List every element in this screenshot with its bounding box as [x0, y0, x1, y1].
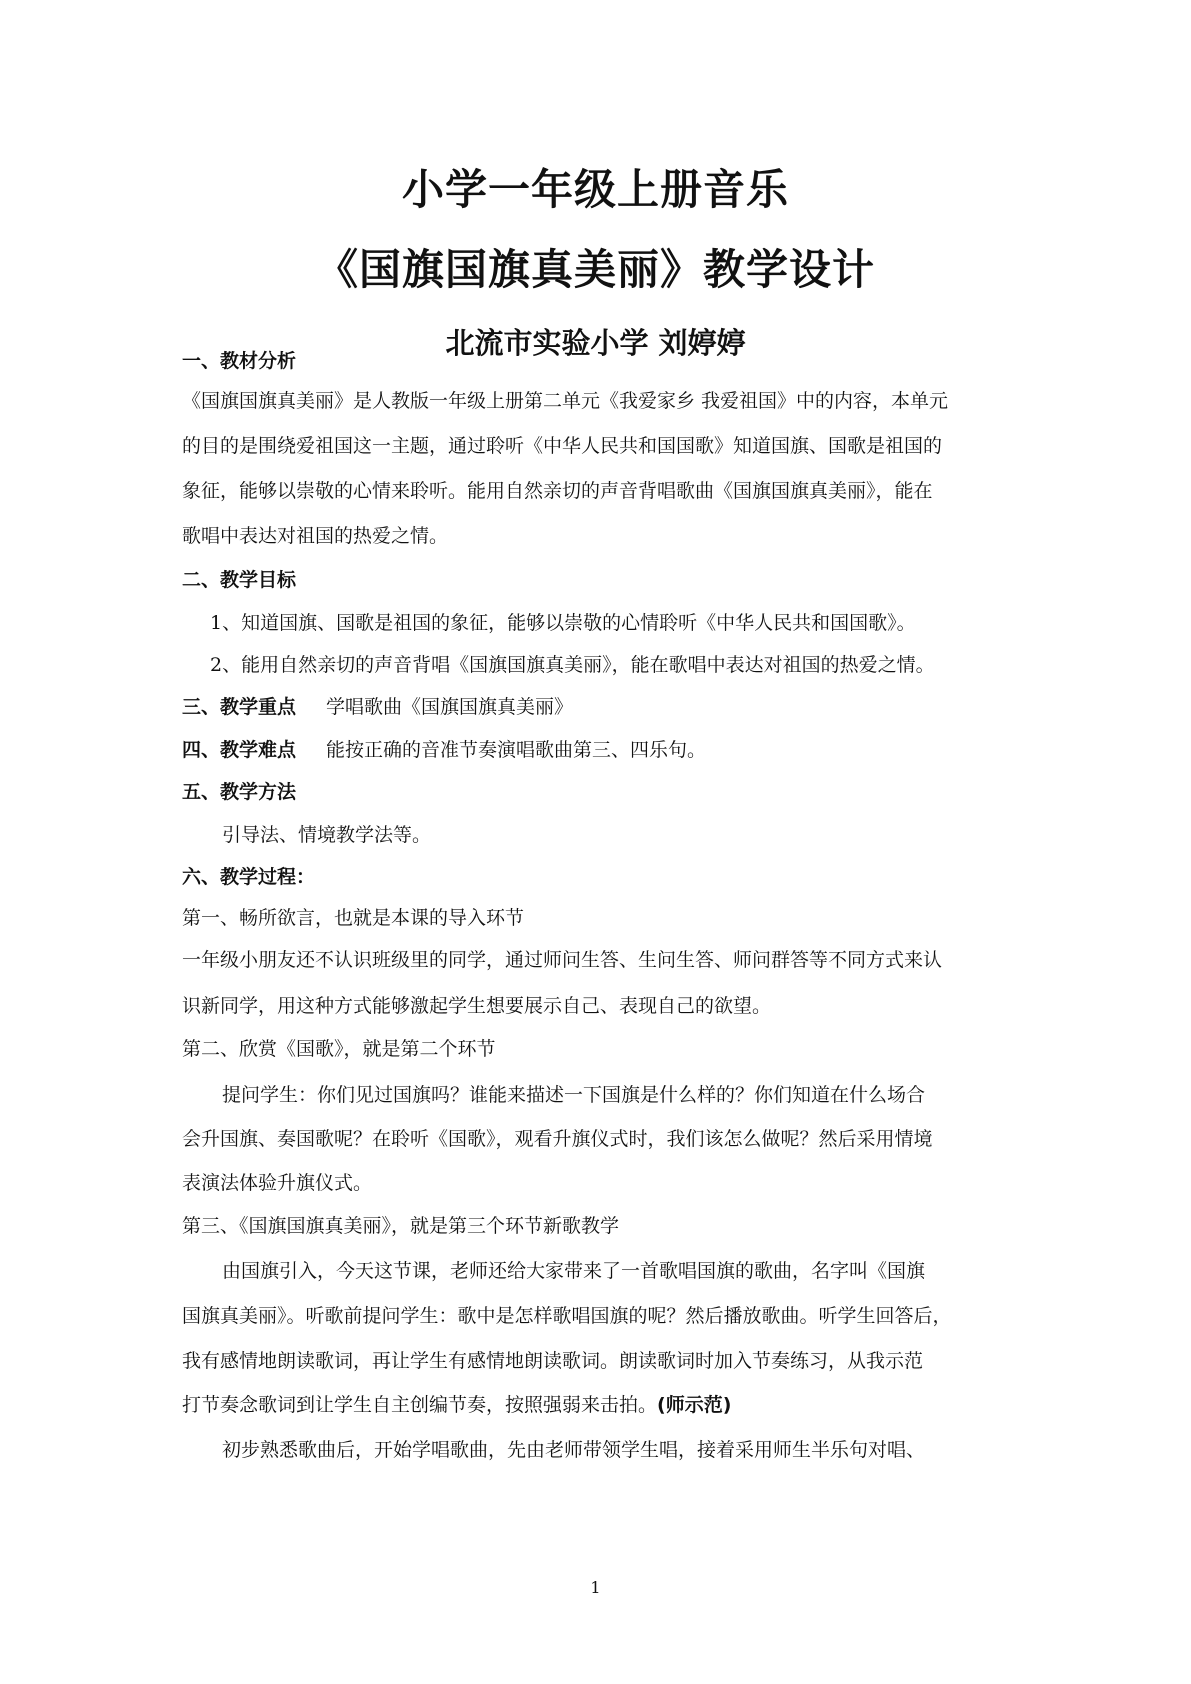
paragraph-line: 识新同学，用这种方式能够激起学生想要展示自己、表现自己的欲望。 [182, 995, 772, 1017]
step-title-1: 第一、畅所欲言，也就是本课的导入环节 [182, 907, 525, 929]
paragraph-line: 初步熟悉歌曲后，开始学唱歌曲，先由老师带领学生唱，接着采用师生半乐句对唱、 [222, 1439, 926, 1461]
difficulty-text: 能按正确的音准节奏演唱歌曲第三、四乐句。 [326, 739, 707, 761]
paragraph-line: 歌唱中表达对祖国的热爱之情。 [182, 525, 449, 547]
method-text: 引导法、情境教学法等。 [222, 824, 432, 846]
doc-title-line1: 小学一年级上册音乐 [401, 165, 789, 214]
section-heading-4: 四、教学难点 [182, 739, 297, 761]
section-heading-6: 六、教学过程： [182, 866, 316, 888]
paragraph-line: 国旗真美丽》。听歌前提问学生：歌中是怎样歌唱国旗的呢？然后播放歌曲。听学生回答后， [182, 1305, 952, 1327]
key-point-text: 学唱歌曲《国旗国旗真美丽》 [326, 696, 574, 718]
step-title-3: 第三、《国旗国旗真美丽》，就是第三个环节新歌教学 [182, 1215, 620, 1237]
paragraph-line: 的目的是围绕爱祖国这一主题，通过聆听《中华人民共和国国歌》知道国旗、国歌是祖国的 [182, 435, 943, 457]
difficulty-row [182, 735, 1022, 765]
section-heading-2: 二、教学目标 [182, 569, 297, 591]
paragraph-line: 象征，能够以崇敬的心情来聆听。能用自然亲切的声音背唱歌曲《国旗国旗真美丽》，能在 [182, 480, 933, 502]
paragraph-line: 一年级小朋友还不认识班级里的同学，通过师问生答、生问生答、师问群答等不同方式来认 [182, 949, 943, 971]
key-point-row [182, 692, 1022, 722]
paragraph-line: 会升国旗、奏国歌呢？在聆听《国歌》，观看升旗仪式时，我们该怎么做呢？然后采用情境 [182, 1128, 933, 1150]
doc-title-line2: 《国旗国旗真美丽》教学设计 [315, 245, 875, 294]
paragraph-line: 《国旗国旗真美丽》是人教版一年级上册第二单元《我爱家乡 我爱祖国》中的内容，本单元 [182, 390, 949, 412]
section-heading-5: 五、教学方法 [182, 781, 297, 803]
page-number: 1 [590, 1578, 601, 1597]
doc-author: 北流市实验小学 刘婷婷 [445, 326, 746, 360]
paragraph-line: 由国旗引入，今天这节课，老师还给大家带来了一首歌唱国旗的歌曲，名字叫《国旗 [222, 1260, 926, 1282]
paragraph-line: 提问学生：你们见过国旗吗？谁能来描述一下国旗是什么样的？你们知道在什么场合 [222, 1084, 926, 1106]
section-heading-1: 一、教材分析 [182, 350, 297, 372]
paragraph-text: 打节奏念歌词到让学生自主创编节奏，按照强弱来击拍。 [182, 1394, 658, 1416]
paragraph-line: 表演法体验升旗仪式。 [182, 1172, 373, 1194]
paragraph-line [182, 1390, 1022, 1420]
paragraph-line: 我有感情地朗读歌词，再让学生有感情地朗读歌词。朗读歌词时加入节奏练习，从我示范 [182, 1350, 924, 1372]
teacher-demo-note: (师示范) [657, 1394, 732, 1416]
step-title-2: 第二、欣赏《国歌》，就是第二个环节 [182, 1038, 496, 1060]
goal-item-2: 2、能用自然亲切的声音背唱《国旗国旗真美丽》，能在歌唱中表达对祖国的热爱之情。 [210, 654, 935, 676]
section-heading-3: 三、教学重点 [182, 696, 297, 718]
goal-item-1: 1、知道国旗、国歌是祖国的象征，能够以崇敬的心情聆听《中华人民共和国国歌》。 [210, 612, 916, 634]
